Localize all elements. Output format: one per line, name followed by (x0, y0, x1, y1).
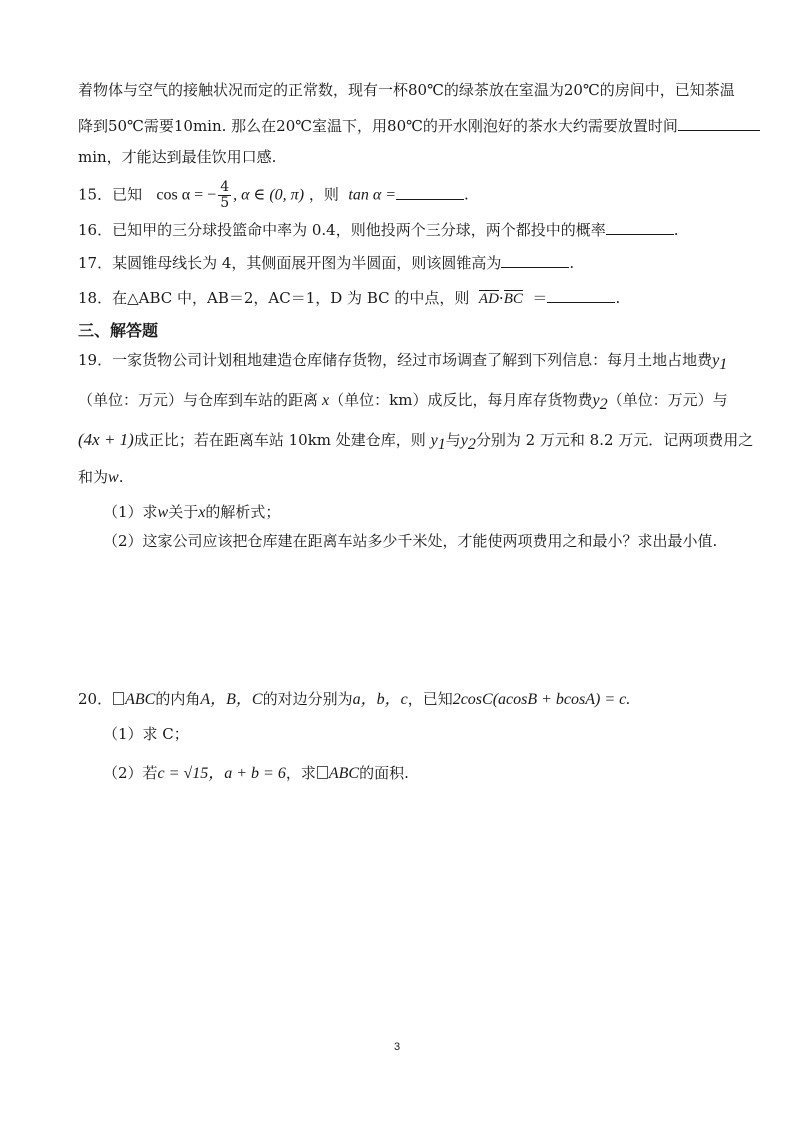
question-18: 18．在△ABC 中，AB＝2，AC＝1，D 为 BC 的中点，则 AD·BC ＝ . (78, 286, 620, 308)
page-number: 3 (394, 1041, 401, 1053)
q14-continuation-line-3: min，才能达到最佳饮用口感. (78, 148, 277, 166)
answer-blank-15[interactable] (396, 183, 464, 200)
question-19-line-3: (4x + 1)成正比；若在距离车站 10km 处建仓库，则 $y_1$与$y_2$分别为 2 万元和 8.2 万元．记两项费用之 (78, 430, 754, 453)
question-15: 15．已知 cos α = − $\frac{4}{5}$ , α ∈ (0, π) ，则 tan α = . (78, 179, 469, 211)
triangle-symbol-placeholder (113, 692, 124, 705)
question-20-part-2: （2）若c = √15，a + b = 6，求 ABC的面积. (103, 764, 409, 782)
q14-continuation-line-1: 着物体与空气的接触状况而定的正常数，现有一杯80℃的绿茶放在室温为20℃的房间中，已知茶温 (78, 81, 735, 99)
fraction: $\frac{4}{5}$ (220, 179, 230, 211)
vector-bc: BC (503, 291, 523, 307)
question-17: 17．某圆锥母线长为 4，其侧面展开图为半圆面，则该圆锥高为 . (78, 251, 574, 273)
question-19-line-4: 和为w. (78, 468, 124, 486)
answer-blank-16[interactable] (606, 218, 674, 235)
triangle-symbol-placeholder (317, 766, 328, 779)
question-16: 16．已知甲的三分球投篮命中率为 0.4，则他投两个三分球，两个都投中的概率 . (78, 218, 679, 240)
answer-blank-17[interactable] (501, 251, 569, 268)
answer-blank-14[interactable] (678, 114, 760, 131)
vector-ad: AD (478, 291, 499, 307)
q14-continuation-line-2: 降到50℃需要10min. 那么在20℃室温下，用80℃的开水刚泡好的茶水大约需要放置时间 (78, 114, 760, 136)
question-19-part-1: （1）求w关于x的解析式； (103, 503, 281, 521)
question-19-line-2: （单位：万元）与仓库到车站的距离 x（单位：km）成反比，每月库存货物费$y_2$（单位：万元）与 (78, 391, 728, 413)
question-19-line-1: 19．一家货物公司计划租地建造仓库储存货物，经过市场调查了解到下列信息：每月土地占地费$y_1$ (78, 351, 728, 373)
section-heading: 三、解答题 (78, 321, 159, 340)
question-20-part-1: （1）求 C； (103, 725, 189, 743)
question-19-part-2: （2）这家公司应该把仓库建在距离车站多少千米处，才能使两项费用之和最小？求出最小值. (103, 532, 718, 550)
question-20-line-1: 20． ABC的内角A，B，C的对边分别为a，b，c，已知2cosC(acosB + bcosA) = c. (78, 690, 631, 708)
answer-blank-18[interactable] (547, 286, 615, 303)
